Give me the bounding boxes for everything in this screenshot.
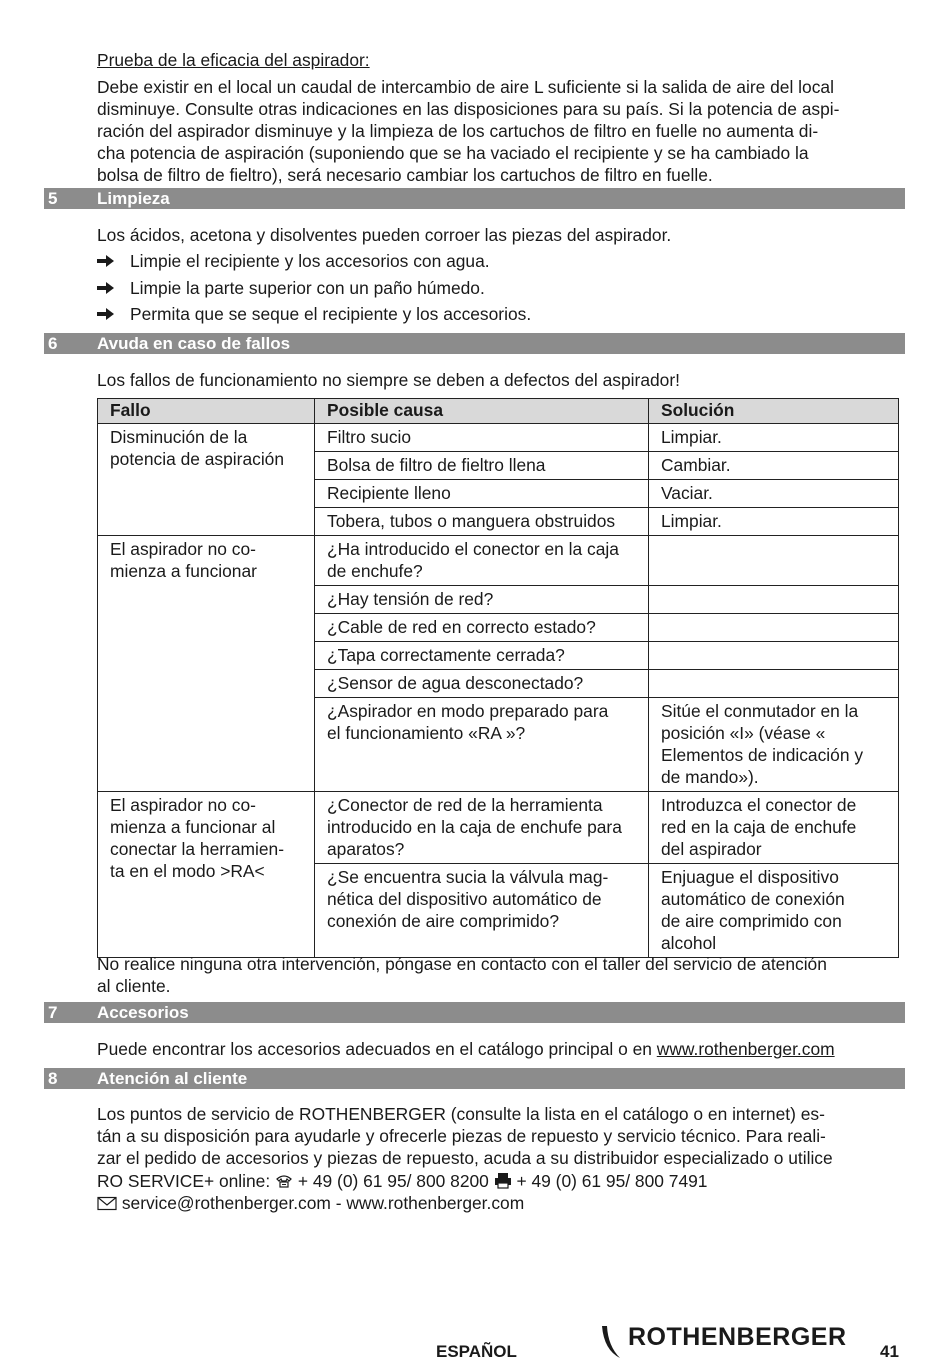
brand-logo — [598, 1322, 853, 1362]
page-number: 41 — [880, 1342, 899, 1361]
cause-cell-line: introducido en la caja de enchufe para — [327, 817, 622, 837]
cause-cell-line: aparatos? — [327, 839, 405, 859]
section-title: Accesorios — [97, 1003, 189, 1022]
solution-cell-line: de aire comprimido con — [661, 911, 842, 931]
faults-table — [97, 398, 899, 958]
section-header-troubleshooting — [44, 333, 905, 354]
cleaning-text: Los ácidos, acetona y disolventes pueden corroer las piezas del aspirador. — [97, 225, 672, 245]
solution-cell — [649, 670, 899, 698]
cause-cell — [315, 698, 649, 792]
solution-cell — [649, 614, 899, 642]
email-and-website: service@rothenberger.com - www.rothenberger.com — [117, 1193, 525, 1213]
list-item — [97, 303, 905, 325]
cause-cell — [315, 792, 649, 864]
section-header-customer-service — [44, 1068, 905, 1089]
cause-cell — [315, 508, 649, 536]
solution-cell — [649, 586, 899, 614]
section-number: 6 — [48, 334, 58, 353]
solution-cell-line: Enjuague el dispositivo — [661, 867, 839, 887]
cause-cell-line: Bolsa de filtro de fieltro llena — [327, 455, 546, 475]
cause-cell-line: el funcionamiento «RA »? — [327, 723, 526, 743]
cause-cell-line: ¿Se encuentra sucia la válvula mag- — [327, 867, 609, 887]
cause-cell-line: ¿Cable de red en correcto estado? — [327, 617, 596, 637]
table-row — [98, 792, 899, 864]
cause-cell — [315, 614, 649, 642]
cause-cell-line: nética del dispositivo automático de — [327, 889, 602, 909]
arrow-right-icon — [97, 254, 115, 268]
solution-cell-line: del aspirador — [661, 839, 762, 859]
solution-cell-line: Cambiar. — [661, 455, 731, 475]
cause-cell-line: Tobera, tubos o manguera obstruidos — [327, 511, 616, 531]
cause-cell — [315, 452, 649, 480]
table-row — [98, 424, 899, 452]
customer-email-line — [97, 1192, 905, 1214]
intro-line: cha potencia de aspiración (suponiendo que se ha vaciado el recipiente y se ha cambiado la — [97, 143, 809, 163]
solution-cell-line: Limpiar. — [661, 511, 722, 531]
fault-cell — [98, 536, 315, 792]
table-row — [98, 536, 899, 586]
intro-line: ración del aspirador disminuye y la limpieza de los cartuchos de filtro en fuelle no aumenta di- — [97, 121, 819, 141]
section-title: Avuda en caso de fallos — [97, 334, 291, 353]
list-item — [97, 250, 905, 272]
fault-cell-line: potencia de aspiración — [110, 449, 285, 469]
cause-cell — [315, 536, 649, 586]
solution-cell-line: automático de conexión — [661, 889, 845, 909]
solution-cell — [649, 480, 899, 508]
intro-heading: Prueba de la eficacia del aspirador: — [97, 50, 370, 70]
column-header-cause: Posible causa — [315, 399, 649, 424]
customer-text — [97, 1103, 905, 1214]
solution-cell — [649, 642, 899, 670]
cause-cell-line: conexión de aire comprimido? — [327, 911, 559, 931]
section-title: Limpieza — [97, 189, 170, 208]
cause-cell-line: Recipiente lleno — [327, 483, 451, 503]
list-item — [97, 277, 905, 299]
cause-cell — [315, 670, 649, 698]
column-header-solution: Solución — [649, 399, 899, 424]
solution-cell — [649, 452, 899, 480]
fault-cell-line: Disminución de la — [110, 427, 248, 447]
list-item-text: Permita que se seque el recipiente y los accesorios. — [130, 304, 532, 324]
section-number: 7 — [48, 1003, 58, 1022]
cause-cell-line: ¿Tapa correctamente cerrada? — [327, 645, 565, 665]
section-number: 8 — [48, 1069, 58, 1088]
intro-block — [97, 49, 905, 186]
fault-cell-line: ta en el modo >RA< — [110, 861, 265, 881]
cause-cell — [315, 586, 649, 614]
section-title: Atención al cliente — [97, 1069, 248, 1088]
envelope-icon — [97, 1196, 117, 1211]
cause-cell — [315, 864, 649, 958]
fault-cell-line: mienza a funcionar al — [110, 817, 276, 837]
customer-contact-line — [97, 1170, 905, 1192]
cause-cell — [315, 480, 649, 508]
fax-number: + 49 (0) 61 95/ 800 7491 — [511, 1171, 708, 1191]
cause-cell-line: ¿Aspirador en modo preparado para — [327, 701, 609, 721]
intro-line: disminuye. Consulte otras indicaciones en las disposiciones para su país. Si la potencia de aspi- — [97, 99, 840, 119]
solution-cell-line: red en la caja de enchufe — [661, 817, 857, 837]
customer-line: tán a su disposición para ayudarle y ofrecerle piezas de repuesto y servicio técnico. Para reali- — [97, 1126, 826, 1146]
fault-cell-line: mienza a funcionar — [110, 561, 257, 581]
section-number: 5 — [48, 189, 58, 208]
solution-cell — [649, 424, 899, 452]
footer-language: ESPAÑOL — [436, 1342, 517, 1361]
solution-cell-line: alcohol — [661, 933, 717, 953]
cause-cell-line: ¿Hay tensión de red? — [327, 589, 494, 609]
faults-table-body — [98, 424, 899, 958]
customer-line: zar el pedido de accesorios y piezas de repuesto, acuda a su distribuidor especializado o utilice — [97, 1148, 833, 1168]
phone-icon — [275, 1173, 293, 1189]
phone-number: + 49 (0) 61 95/ 800 8200 — [293, 1171, 494, 1191]
solution-cell-line: Limpiar. — [661, 427, 722, 447]
fault-cell-line: El aspirador no co- — [110, 539, 256, 559]
online-service-label: RO SERVICE+ online: — [97, 1171, 276, 1191]
fault-cell-line: conectar la herramien- — [110, 839, 284, 859]
arrow-right-icon — [97, 281, 115, 295]
customer-line: Los puntos de servicio de ROTHENBERGER (consulte la lista en el catálogo o en internet) es- — [97, 1104, 825, 1124]
solution-cell — [649, 508, 899, 536]
fault-cell — [98, 424, 315, 536]
table-header-row — [98, 399, 899, 424]
intro-line: bolsa de filtro de fieltro), será necesario cambiar los cartuchos de filtro en fuelle. — [97, 165, 713, 185]
website-link[interactable]: www.rothenberger.com — [656, 1039, 835, 1059]
solution-cell — [649, 864, 899, 958]
solution-cell — [649, 792, 899, 864]
solution-cell-line: Sitúe el conmutador en la — [661, 701, 859, 721]
cause-cell-line: ¿Sensor de agua desconectado? — [327, 673, 584, 693]
solution-cell-line: Elementos de indicación y — [661, 745, 864, 765]
cause-cell — [315, 424, 649, 452]
solution-cell — [649, 698, 899, 792]
intro-line: Debe existir en el local un caudal de intercambio de aire L suficiente si la salida de aire del local — [97, 77, 834, 97]
fault-cell — [98, 792, 315, 958]
section-header-cleaning — [44, 188, 905, 209]
list-item-text: Limpie la parte superior con un paño húmedo. — [130, 278, 485, 298]
faults-after-line: al cliente. — [97, 976, 171, 996]
list-item-text: Limpie el recipiente y los accesorios con agua. — [130, 251, 490, 271]
faults-after-line: No realice ninguna otra intervención, póngase en contacto con el taller del servicio de atención — [97, 954, 827, 974]
solution-cell-line: Vaciar. — [661, 483, 713, 503]
solution-cell-line: Introduzca el conector de — [661, 795, 857, 815]
faults-intro-text: Los fallos de funcionamiento no siempre se deben a defectos del aspirador! — [97, 370, 680, 390]
arrow-right-icon — [97, 307, 115, 321]
solution-cell — [649, 536, 899, 586]
accessories-text — [97, 1038, 905, 1060]
cause-cell-line: de enchufe? — [327, 561, 423, 581]
cause-cell-line: ¿Conector de red de la herramienta — [327, 795, 603, 815]
accessories-sentence: Puede encontrar los accesorios adecuados en el catálogo principal o en — [97, 1039, 657, 1059]
faults-after-text — [97, 953, 905, 997]
solution-cell-line: de mando»). — [661, 767, 759, 787]
fault-cell-line: El aspirador no co- — [110, 795, 256, 815]
logo-wordmark: ROTHENBERGER — [628, 1323, 847, 1351]
cause-cell — [315, 642, 649, 670]
section-header-accessories — [44, 1002, 905, 1023]
cause-cell-line: ¿Ha introducido el conector en la caja — [327, 539, 619, 559]
solution-cell-line: posición «I» (véase « — [661, 723, 826, 743]
cause-cell-line: Filtro sucio — [327, 427, 412, 447]
fax-icon — [494, 1172, 512, 1189]
column-header-fault: Fallo — [98, 399, 315, 424]
